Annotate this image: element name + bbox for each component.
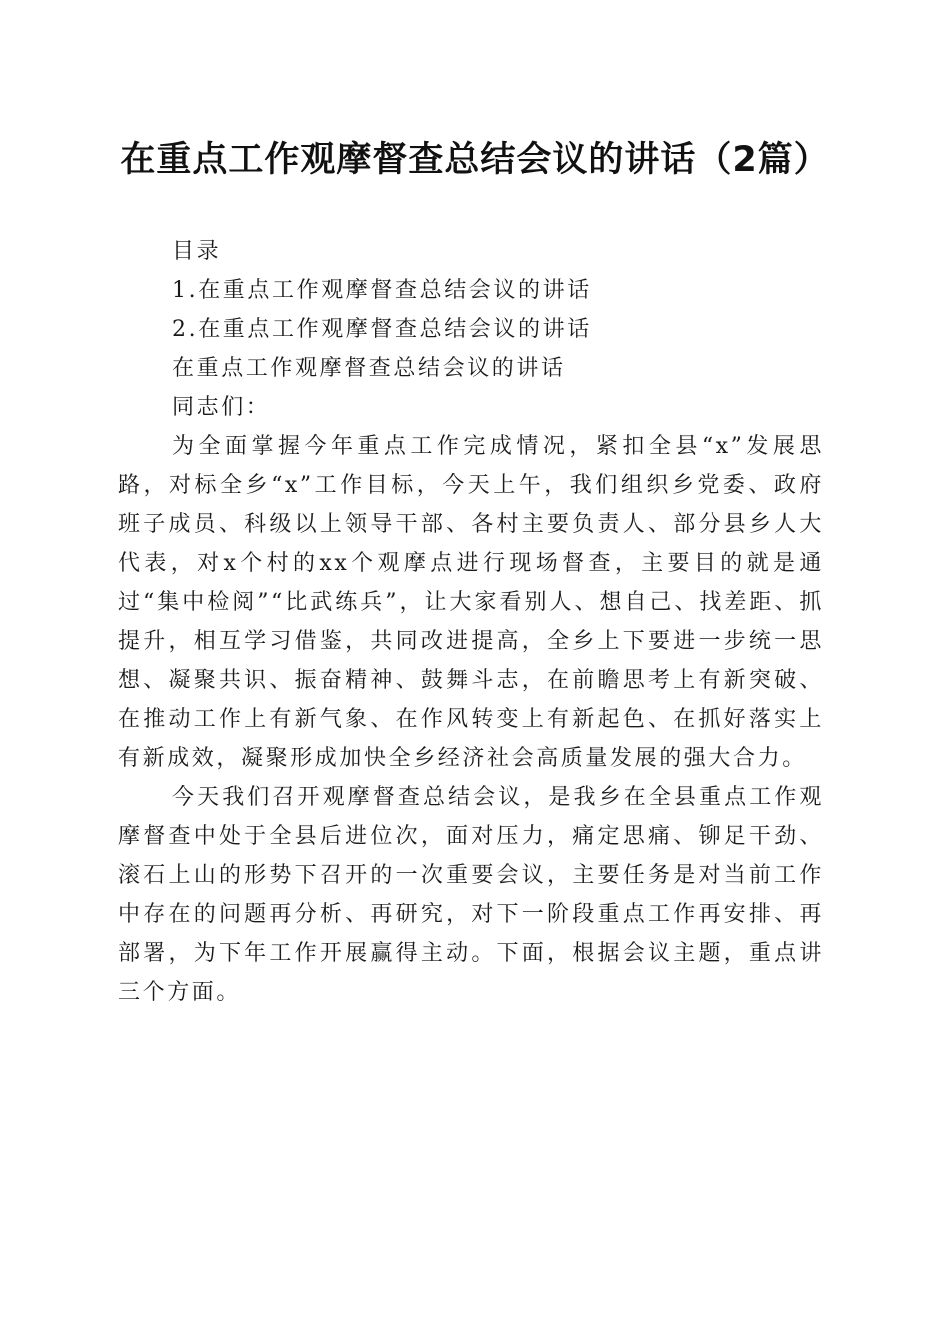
paragraph-1: 为全面掌握今年重点工作完成情况，紧扣全县“x”发展思路，对标全乡“x”工作目标，今天上午，我们组织乡党委、政府班子成员、科级以上领导干部、各村主要负责人、部分县乡人大代表，对x个村的xx个观摩点进行现场督查，主要目的就是通过“集中检阅”“比武练兵”，让大家看别人、想自己、找差距、抓提升，相互学习借鉴，共同改进提高，全乡上下要进一步统一思想、凝聚共识、振奋精神、鼓舞斗志，在前瞻思考上有新突破、在推动工作上有新气象、在作风转变上有新起色、在抓好落实上有新成效，凝聚形成加快全乡经济社会高质量发展的强大合力。: [118, 434, 824, 771]
salutation: 同志们：: [172, 395, 271, 420]
toc-item-2: 2.在重点工作观摩督查总结会议的讲话: [172, 317, 592, 342]
toc-heading: 目录: [172, 239, 222, 264]
section-title: 在重点工作观摩督查总结会议的讲话: [172, 356, 566, 381]
document-body: [118, 232, 824, 1012]
paragraph-2: 今天我们召开观摩督查总结会议，是我乡在全县重点工作观摩督查中处于全县后进位次，面对压力，痛定思痛、铆足干劲、滚石上山的形势下召开的一次重要会议，主要任务是对当前工作中存在的问题再分析、再研究，对下一阶段重点工作再安排、再部署，为下年工作开展赢得主动。下面，根据会议主题，重点讲三个方面。: [118, 785, 824, 1005]
toc-item-1: 1.在重点工作观摩督查总结会议的讲话: [172, 278, 592, 303]
document-title: 在重点工作观摩督查总结会议的讲话（2篇）: [120, 140, 830, 180]
